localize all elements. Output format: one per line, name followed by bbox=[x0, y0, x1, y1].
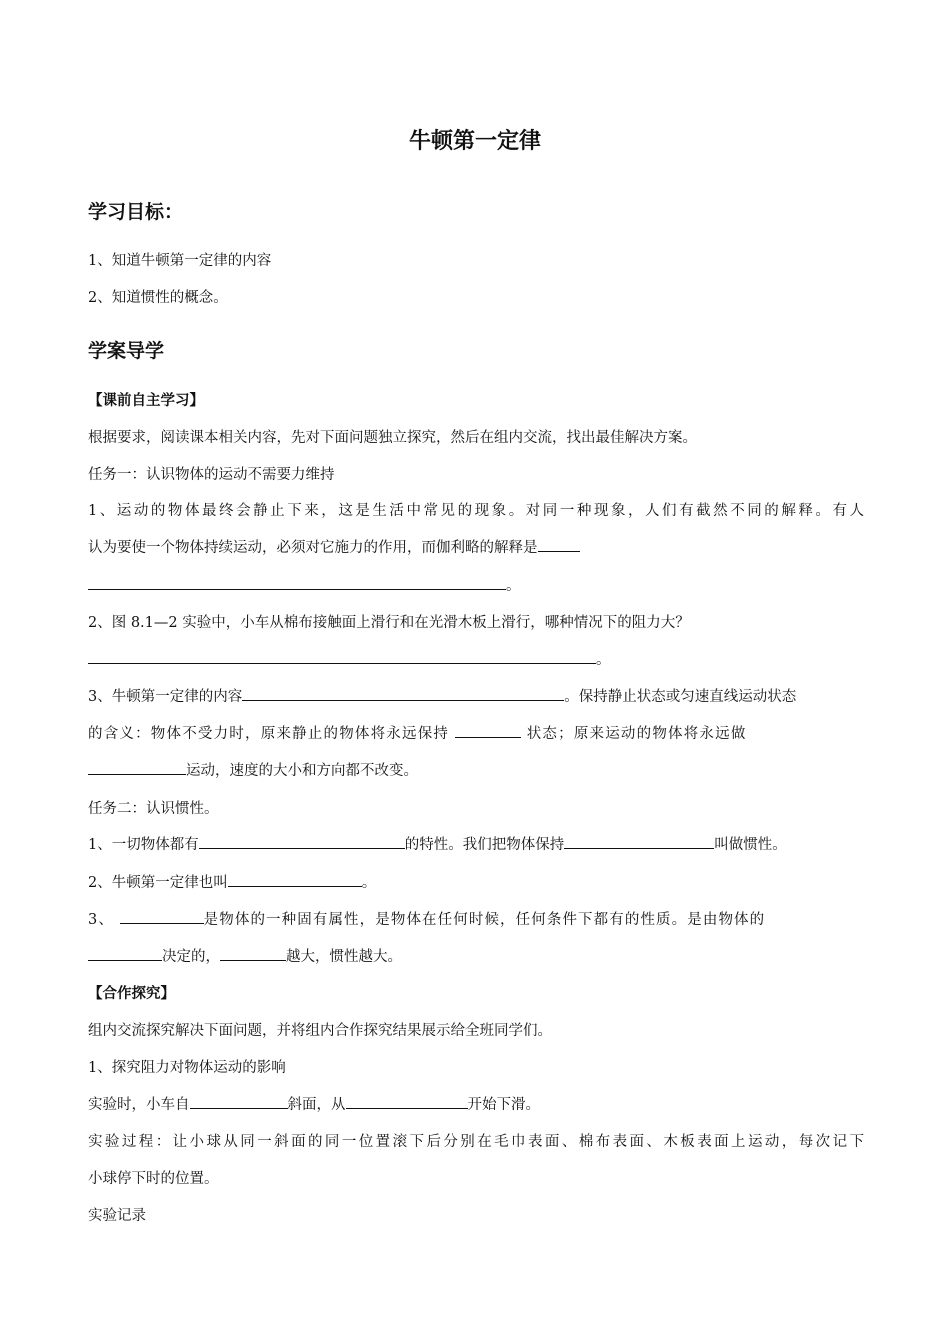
fill-blank[interactable] bbox=[88, 946, 162, 961]
coop-item-1: 1、探究阻力对物体运动的影响 bbox=[88, 1060, 286, 1076]
coop-process-line1: 实验过程：让小球从同一斜面的同一位置滚下后分别在毛巾表面、棉布表面、木板表面上运动，每次记下 bbox=[88, 1134, 864, 1150]
fill-blank[interactable] bbox=[220, 946, 286, 961]
fill-blank[interactable] bbox=[564, 834, 714, 849]
task1-q3-line1 bbox=[88, 686, 864, 708]
fill-blank[interactable] bbox=[88, 575, 506, 590]
task1-q2-answer bbox=[88, 649, 864, 671]
objective-item-2: 2、知道惯性的概念。 bbox=[88, 290, 228, 306]
page-title: 牛顿第一定律 bbox=[408, 129, 541, 154]
preclass-intro: 根据要求，阅读课本相关内容，先对下面问题独立探究，然后在组内交流，找出最佳解决方案。 bbox=[88, 430, 697, 446]
task2-q1-text: 1、一切物体都有 bbox=[88, 837, 199, 853]
task1-q3-line2 bbox=[88, 723, 864, 745]
task1-q3-text: 3、牛顿第一定律的内容 bbox=[88, 689, 243, 705]
period-text: 。 bbox=[361, 875, 377, 891]
objective-item-1: 1、知道牛顿第一定律的内容 bbox=[88, 253, 272, 269]
fill-blank[interactable] bbox=[190, 1094, 288, 1109]
fill-blank[interactable] bbox=[88, 760, 186, 775]
fill-blank[interactable] bbox=[199, 834, 405, 849]
coop-exp-text: 实验时，小车自 bbox=[88, 1097, 190, 1113]
coop-exp-text: 开始下滑。 bbox=[467, 1097, 540, 1113]
task2-q3-text: 3、 bbox=[88, 912, 114, 928]
coop-record: 实验记录 bbox=[88, 1208, 146, 1224]
task1-q1-text: 认为要使一个物体持续运动，必须对它施力的作用，而伽利略的解释是 bbox=[88, 540, 538, 556]
task1-title: 任务一：认识物体的运动不需要力维持 bbox=[88, 467, 335, 483]
fill-blank[interactable] bbox=[88, 649, 596, 664]
fill-blank[interactable] bbox=[242, 686, 564, 701]
task2-q3-line2 bbox=[88, 946, 864, 968]
guide-heading: 学案导学 bbox=[88, 340, 165, 362]
fill-blank[interactable] bbox=[346, 1094, 468, 1109]
coop-experiment bbox=[88, 1094, 864, 1116]
preclass-heading: 【课前自主学习】 bbox=[88, 393, 204, 409]
task2-q2 bbox=[88, 872, 864, 894]
task2-q3-text: 决定的， bbox=[162, 949, 220, 965]
task2-q2-text: 2、牛顿第一定律也叫 bbox=[88, 875, 228, 891]
task1-q3-text: 状态；原来运动的物体将永远做 bbox=[526, 726, 747, 742]
objectives-heading: 学习目标： bbox=[88, 201, 184, 223]
coop-exp-text: 斜面，从 bbox=[287, 1097, 346, 1113]
task2-q3-line1 bbox=[88, 909, 864, 931]
coop-process-line2: 小球停下时的位置。 bbox=[88, 1171, 219, 1187]
task1-q1-line3 bbox=[88, 575, 864, 597]
task2-q1-text: 叫做惯性。 bbox=[714, 837, 787, 853]
task1-q2: 2、图 8.1—2 实验中，小车从棉布接触面上滑行和在光滑木板上滑行，哪种情况下的阻力大？ bbox=[88, 615, 690, 631]
coop-heading: 【合作探究】 bbox=[88, 986, 175, 1002]
period-text: 。 bbox=[506, 578, 521, 594]
task2-q1 bbox=[88, 834, 864, 856]
task2-q3-text: 越大，惯性越大。 bbox=[286, 949, 402, 965]
fill-blank[interactable] bbox=[228, 872, 362, 887]
coop-intro: 组内交流探究解决下面问题，并将组内合作探究结果展示给全班同学们。 bbox=[88, 1023, 552, 1039]
fill-blank[interactable] bbox=[538, 537, 580, 552]
fill-blank[interactable] bbox=[455, 723, 521, 738]
task1-q1-line1: 1、运动的物体最终会静止下来，这是生活中常见的现象。对同一种现象，人们有截然不同的解释。有人 bbox=[88, 503, 864, 519]
task2-title: 任务二：认识惯性。 bbox=[88, 801, 219, 817]
task1-q1-line2 bbox=[88, 537, 864, 559]
task2-q1-text: 的特性。我们把物体保持 bbox=[404, 837, 565, 853]
fill-blank[interactable] bbox=[120, 909, 204, 924]
task1-q3-text: 。保持静止状态或匀速直线运动状态 bbox=[564, 689, 797, 705]
task1-q3-line3 bbox=[88, 760, 864, 782]
task2-q3-text: 是物体的一种固有属性，是物体在任何时候，任何条件下都有的性质。是由物体的 bbox=[203, 912, 766, 928]
task1-q3-text: 运动，速度的大小和方向都不改变。 bbox=[186, 763, 418, 779]
task1-q3-text: 的含义：物体不受力时，原来静止的物体将永远保持 bbox=[88, 726, 450, 742]
period-text: 。 bbox=[596, 652, 611, 668]
